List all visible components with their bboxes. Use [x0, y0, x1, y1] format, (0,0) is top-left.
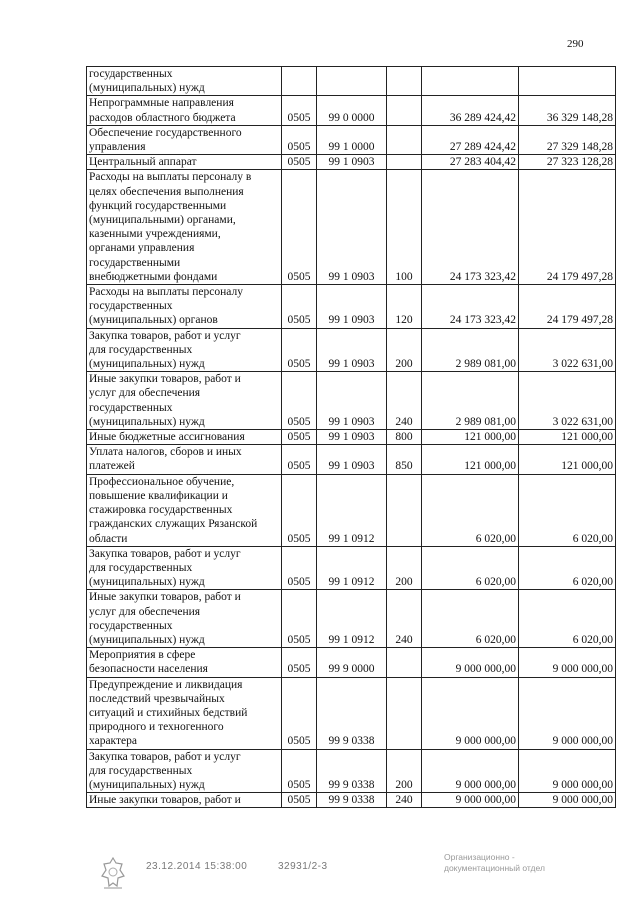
amount-year-2-cell: 6 020,00: [519, 474, 616, 546]
amount-year-1-cell: 27 289 424,42: [422, 125, 519, 154]
section-code-cell: 0505: [282, 285, 317, 329]
expense-type-cell: [387, 155, 422, 170]
table-row: [87, 170, 616, 285]
section-code-cell: 0505: [282, 96, 317, 125]
item-name-line: Закупка товаров, работ и услуг: [89, 750, 241, 763]
item-name-line: функций государственными: [89, 199, 227, 212]
item-name-line: безопасности населения: [89, 663, 208, 676]
item-name-cell: [87, 546, 282, 590]
item-name-cell: [87, 96, 282, 125]
table-row: [87, 590, 616, 648]
section-code-cell: 0505: [282, 474, 317, 546]
item-name-line: государственных: [89, 68, 173, 80]
expense-type-cell: 200: [387, 328, 422, 372]
item-name-line: Иные закупки товаров, работ и: [89, 373, 241, 386]
item-name-cell: [87, 445, 282, 474]
target-article-cell: 99 1 0903: [317, 430, 387, 445]
item-name-cell: [87, 155, 282, 170]
amount-year-2-cell: 6 020,00: [519, 546, 616, 590]
item-name-cell: [87, 648, 282, 677]
target-article-cell: 99 9 0338: [317, 749, 387, 793]
item-name-line: Закупка товаров, работ и услуг: [89, 329, 241, 342]
item-name-cell: [87, 793, 282, 808]
item-name-line: последствий чрезвычайных: [89, 692, 225, 705]
expense-type-cell: 200: [387, 546, 422, 590]
item-name-line: казенными учреждениями,: [89, 228, 221, 241]
table-row: [87, 372, 616, 430]
amount-year-1-cell: 9 000 000,00: [422, 793, 519, 808]
expense-type-cell: [387, 474, 422, 546]
item-name-line: (муниципальных) органов: [89, 314, 218, 327]
target-article-cell: 99 1 0903: [317, 445, 387, 474]
section-code-cell: 0505: [282, 430, 317, 445]
item-name-line: природного и техногенного: [89, 721, 224, 734]
section-code-cell: 0505: [282, 125, 317, 154]
section-code-cell: 0505: [282, 546, 317, 590]
target-article-cell: [317, 67, 387, 96]
table-row: [87, 125, 616, 154]
item-name-line: (муниципальных) нужд: [89, 778, 205, 791]
amount-year-2-cell: 24 179 497,28: [519, 285, 616, 329]
section-code-cell: 0505: [282, 793, 317, 808]
section-code-cell: 0505: [282, 328, 317, 372]
item-name-cell: [87, 328, 282, 372]
item-name-line: государственных: [89, 619, 173, 632]
item-name-line: Иные бюджетные ассигнования: [89, 431, 245, 444]
item-name-line: Центральный аппарат: [89, 156, 197, 169]
table-row: [87, 546, 616, 590]
amount-year-1-cell: 6 020,00: [422, 546, 519, 590]
section-code-cell: 0505: [282, 445, 317, 474]
footer-department-line: документационный отдел: [444, 863, 545, 873]
item-name-cell: [87, 67, 282, 96]
expense-type-cell: 100: [387, 170, 422, 285]
item-name-cell: [87, 474, 282, 546]
section-code-cell: [282, 67, 317, 96]
item-name-line: Мероприятия в сфере: [89, 649, 196, 662]
amount-year-2-cell: [519, 67, 616, 96]
item-name-line: для государственных: [89, 764, 193, 777]
item-name-line: ситуаций и стихийных бедствий: [89, 706, 248, 719]
table-row: [87, 96, 616, 125]
item-name-line: управления: [89, 141, 146, 154]
item-name-cell: [87, 170, 282, 285]
expense-type-cell: [387, 125, 422, 154]
item-name-line: целях обеспечения выполнения: [89, 185, 244, 198]
item-name-line: Расходы на выплаты персоналу в: [89, 171, 252, 184]
expense-type-cell: 240: [387, 590, 422, 648]
table-row: [87, 749, 616, 793]
target-article-cell: 99 1 0903: [317, 170, 387, 285]
table-row: [87, 648, 616, 677]
expense-type-cell: [387, 648, 422, 677]
amount-year-2-cell: 24 179 497,28: [519, 170, 616, 285]
expense-type-cell: 240: [387, 372, 422, 430]
section-code-cell: 0505: [282, 170, 317, 285]
amount-year-2-cell: 9 000 000,00: [519, 749, 616, 793]
table-row: [87, 793, 616, 808]
item-name-line: государственных: [89, 300, 173, 313]
expense-type-cell: [387, 96, 422, 125]
amount-year-2-cell: 9 000 000,00: [519, 648, 616, 677]
expense-type-cell: [387, 67, 422, 96]
item-name-line: повышение квалификации и: [89, 489, 228, 502]
coat-of-arms-icon: [100, 856, 126, 890]
amount-year-1-cell: 6 020,00: [422, 590, 519, 648]
target-article-cell: 99 0 0000: [317, 96, 387, 125]
amount-year-2-cell: 9 000 000,00: [519, 677, 616, 749]
amount-year-2-cell: 9 000 000,00: [519, 793, 616, 808]
budget-table-body: [87, 67, 616, 808]
page-number: 290: [567, 38, 584, 50]
amount-year-2-cell: 36 329 148,28: [519, 96, 616, 125]
expense-type-cell: 850: [387, 445, 422, 474]
table-row: [87, 155, 616, 170]
section-code-cell: 0505: [282, 590, 317, 648]
section-code-cell: 0505: [282, 749, 317, 793]
table-row: [87, 445, 616, 474]
amount-year-1-cell: 27 283 404,42: [422, 155, 519, 170]
item-name-line: (муниципальными) органами,: [89, 214, 236, 227]
section-code-cell: 0505: [282, 648, 317, 677]
section-code-cell: 0505: [282, 372, 317, 430]
footer-date-stamp: 23.12.2014 15:38:00: [146, 861, 248, 872]
item-name-line: Предупреждение и ликвидация: [89, 678, 243, 691]
table-row: [87, 328, 616, 372]
target-article-cell: 99 1 0903: [317, 155, 387, 170]
item-name-cell: [87, 430, 282, 445]
item-name-line: Иные закупки товаров, работ и: [89, 794, 241, 807]
item-name-line: для государственных: [89, 561, 193, 574]
target-article-cell: 99 9 0338: [317, 793, 387, 808]
item-name-cell: [87, 125, 282, 154]
item-name-line: расходов областного бюджета: [89, 111, 236, 124]
item-name-line: государственными: [89, 256, 181, 269]
amount-year-1-cell: 121 000,00: [422, 430, 519, 445]
amount-year-1-cell: 121 000,00: [422, 445, 519, 474]
amount-year-1-cell: 9 000 000,00: [422, 677, 519, 749]
item-name-line: для государственных: [89, 343, 193, 356]
item-name-line: государственных: [89, 401, 173, 414]
table-row: [87, 285, 616, 329]
amount-year-1-cell: [422, 67, 519, 96]
expense-type-cell: 200: [387, 749, 422, 793]
amount-year-1-cell: 24 173 323,42: [422, 285, 519, 329]
section-code-cell: 0505: [282, 155, 317, 170]
amount-year-2-cell: 3 022 631,00: [519, 372, 616, 430]
item-name-line: Закупка товаров, работ и услуг: [89, 547, 241, 560]
item-name-line: гражданских служащих Рязанской: [89, 518, 258, 531]
target-article-cell: 99 9 0338: [317, 677, 387, 749]
item-name-line: Непрограммные направления: [89, 97, 234, 110]
item-name-line: (муниципальных) нужд: [89, 576, 205, 589]
item-name-line: услуг для обеспечения: [89, 387, 201, 400]
amount-year-1-cell: 9 000 000,00: [422, 749, 519, 793]
amount-year-2-cell: 121 000,00: [519, 430, 616, 445]
amount-year-1-cell: 9 000 000,00: [422, 648, 519, 677]
amount-year-1-cell: 2 989 081,00: [422, 328, 519, 372]
item-name-line: (муниципальных) нужд: [89, 82, 205, 95]
amount-year-2-cell: 121 000,00: [519, 445, 616, 474]
item-name-line: Профессиональное обучение,: [89, 475, 235, 488]
item-name-line: Иные закупки товаров, работ и: [89, 591, 241, 604]
section-code-cell: 0505: [282, 677, 317, 749]
item-name-line: услуг для обеспечения: [89, 605, 201, 618]
expense-type-cell: 240: [387, 793, 422, 808]
target-article-cell: 99 9 0000: [317, 648, 387, 677]
footer: [0, 852, 640, 902]
item-name-cell: [87, 677, 282, 749]
target-article-cell: 99 1 0903: [317, 328, 387, 372]
item-name-line: (муниципальных) нужд: [89, 633, 205, 646]
budget-table: [86, 66, 616, 808]
amount-year-1-cell: 2 989 081,00: [422, 372, 519, 430]
footer-department: [444, 852, 545, 874]
amount-year-2-cell: 27 323 128,28: [519, 155, 616, 170]
item-name-cell: [87, 590, 282, 648]
table-row: [87, 474, 616, 546]
item-name-line: Расходы на выплаты персоналу: [89, 286, 243, 299]
item-name-line: платежей: [89, 460, 135, 473]
target-article-cell: 99 1 0912: [317, 474, 387, 546]
target-article-cell: 99 1 0903: [317, 285, 387, 329]
footer-department-line: Организационно -: [444, 852, 515, 862]
target-article-cell: 99 1 0000: [317, 125, 387, 154]
target-article-cell: 99 1 0912: [317, 590, 387, 648]
amount-year-2-cell: 3 022 631,00: [519, 328, 616, 372]
item-name-cell: [87, 285, 282, 329]
amount-year-2-cell: 6 020,00: [519, 590, 616, 648]
amount-year-2-cell: 27 329 148,28: [519, 125, 616, 154]
item-name-line: внебюджетными фондами: [89, 270, 218, 283]
target-article-cell: 99 1 0912: [317, 546, 387, 590]
table-row: [87, 67, 616, 96]
item-name-cell: [87, 749, 282, 793]
item-name-cell: [87, 372, 282, 430]
table-row: [87, 677, 616, 749]
amount-year-1-cell: 24 173 323,42: [422, 170, 519, 285]
expense-type-cell: [387, 677, 422, 749]
expense-type-cell: 800: [387, 430, 422, 445]
amount-year-1-cell: 36 289 424,42: [422, 96, 519, 125]
item-name-line: (муниципальных) нужд: [89, 358, 205, 371]
expense-type-cell: 120: [387, 285, 422, 329]
table-row: [87, 430, 616, 445]
item-name-line: области: [89, 532, 128, 545]
item-name-line: стажировка государственных: [89, 504, 233, 517]
item-name-line: Уплата налогов, сборов и иных: [89, 446, 242, 459]
footer-document-id: 32931/2-3: [278, 861, 328, 872]
item-name-line: Обеспечение государственного: [89, 126, 242, 139]
item-name-line: (муниципальных) нужд: [89, 415, 205, 428]
amount-year-1-cell: 6 020,00: [422, 474, 519, 546]
item-name-line: характера: [89, 735, 137, 748]
target-article-cell: 99 1 0903: [317, 372, 387, 430]
item-name-line: органами управления: [89, 242, 195, 255]
